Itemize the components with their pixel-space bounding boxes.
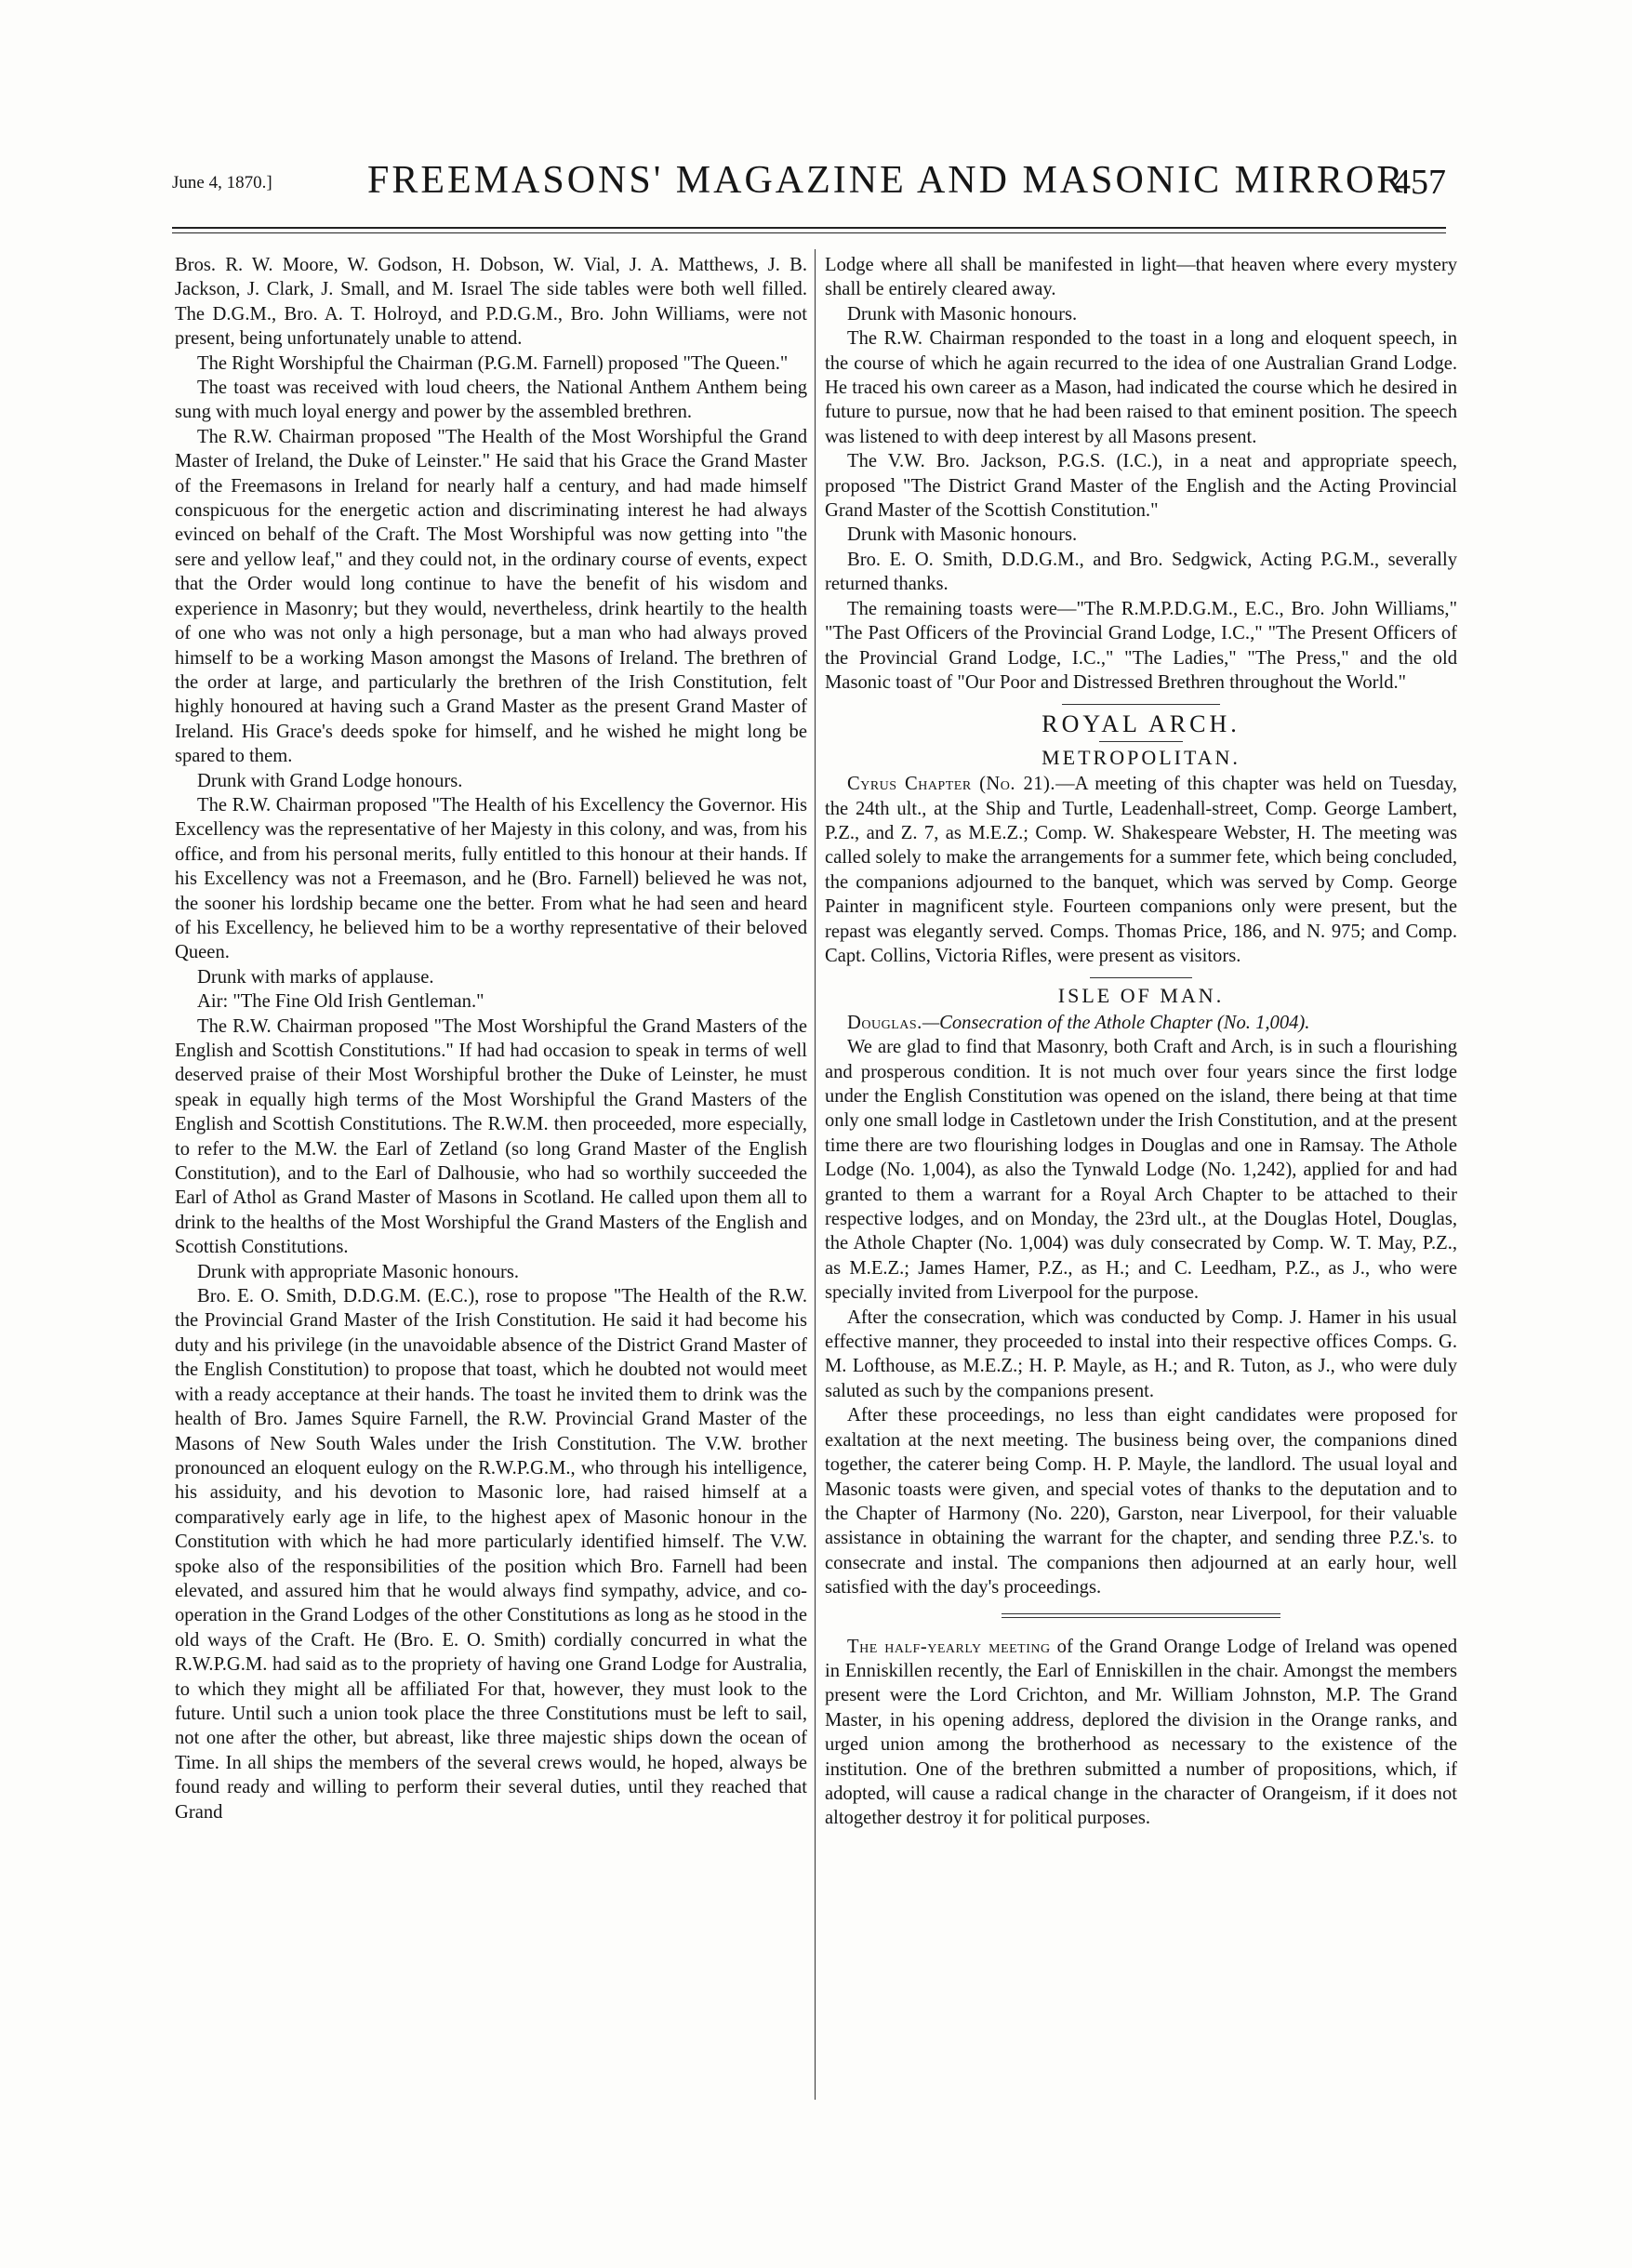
- article-paragraph: After these proceedings, no less than eight candidates were proposed for exaltation at the next meeting. The business being over, the companions dined together, the caterer being Comp. H. P. Mayle, the landlord. The usual loyal and Masonic toasts were given, and special votes of thanks to the deputation and to the Chapter of Harmony (No. 220), Garston, near Liverpool, for their valuable assistance in obtaining the warrant for the chapter, and sending three P.Z.'s. to consecrate and instal. The companions then adjourned at an early hour, well satisfied with the day's proceedings.: [825, 1405, 1457, 1598]
- article-paragraph: We are glad to find that Masonry, both Craft and Arch, is in such a flourishing and prosperous condition. It is not much over four years since the first lodge under the English Constitution was opened on the island, there being at that time only one small lodge in Castletown under the Irish Constitution, and at the present time there are two flourishing lodges in Douglas and one in Ramsay. The Athole Lodge (No. 1,004), as also the Tynwald Lodge (No. 1,242), applied for and had granted to them a warrant for a Royal Arch Chapter to be attached to their respective lodges, and on Monday, the 23rd ult., at the Douglas Hotel, Douglas, the Athole Chapter (No. 1,004) was duly consecrated by Comp. W. T. May, P.Z., as M.E.Z.; James Hamer, P.Z., as H.; and C. Leedham, P.Z., as J., who were specially invited from Liverpool for the purpose.: [825, 1037, 1457, 1304]
- article-paragraph-orange: [825, 1635, 1457, 1831]
- article-paragraph: The R.W. Chairman proposed "The Most Worshipful the Grand Masters of the English and Scottish Constitutions." If had had occasion to speak in terms of well deserved praise of their Most Worshipful brother the Duke of Leinster, he must speak in equally high terms of the Most Worshipful the Grand Masters of the English and Scottish Constitutions. The R.W.M. then proceeded, more especially, to refer to the M.W. the Earl of Zetland (so long Grand Master of the English Constitution), and to the Earl of Dalhousie, who had so worthily succeeded the Earl of Athol as Grand Master of Masons in Scotland. He called upon them all to drink to the healths of the Most Worshipful the Grand Masters of the English and Scottish Constitutions.: [175, 1015, 807, 1258]
- article-paragraph: After the consecration, which was conducted by Comp. J. Hamer in his usual effective manner, they proceeded to instal into their respective offices Comps. G. M. Lofthouse, as M.E.Z.; H. P. Mayle, as H.; and R. Tuton, as J., who were duly saluted as such by the companions present.: [825, 1306, 1457, 1401]
- article-paragraph: The R.W. Chairman proposed "The Health of the Most Worshipful the Grand Master of Ireland, the Duke of Leinster." He said that his Grace the Grand Master of the Freemasons in Ireland for nearly half a century, and had made himself conspicuous for the energetic action and discriminating interest he had always evinced on behalf of the Craft. The Most Worshipful was now getting into "the sere and yellow leaf," and they could not, in the ordinary course of events, expect that the Order would long continue to have the benefit of his wisdom and experience in Masonry; but they would, nevertheless, drink heartily to the health of one who was not only a high personage, but a man who had always proved himself to be a working Mason amongst the Masons of Ireland. The brethren of the order at large, and particularly the brethren of the Irish Constitution, felt highly honoured at having such a Grand Master as the present Grand Master of Ireland. His Grace's deeds spoke for himself, and he wished he might long be spared to them.: [175, 426, 807, 767]
- article-lead-douglas: [825, 1011, 1457, 1035]
- section-heading-royal-arch: ROYAL ARCH.: [1042, 710, 1241, 738]
- article-paragraph: The Right Worshipful the Chairman (P.G.M. Farnell) proposed "The Queen.": [197, 352, 789, 374]
- column-divider: [815, 249, 816, 2100]
- section-rule-short: [1099, 741, 1183, 742]
- page-header: [172, 156, 1446, 212]
- masthead-title: FREEMASONS' MAGAZINE AND MASONIC MIRROR: [367, 159, 1406, 202]
- article-paragraph: Bros. R. W. Moore, W. Godson, H. Dobson, W. Vial, J. A. Matthews, J. B. Jackson, J. Clark, J. Small, and M. Israel The side tables were both well filled. The D.G.M., Bro. A. T. Holroyd, and P.D.G.M., Bro. John Williams, were not present, being unfortunately unable to attend.: [175, 255, 807, 350]
- douglas-subtitle: —Consecration of the Athole Chapter (No. 1,004).: [922, 1012, 1310, 1033]
- article-paragraph: Drunk with marks of applause.: [197, 966, 434, 988]
- article-paragraph: The R.W. Chairman proposed "The Health of his Excellency the Governor. His Excellency was the representative of her Majesty in this colony, and was, from his office, and from his personal merits, fully entitled to this honour at their hands. If his Excellency was not a Freemason, and he (Bro. Farnell) believed he was not, the sooner his lordship became one the better. From what he had seen and heard of his Excellency, he believed him to be a worthy representative of their beloved Queen.: [175, 794, 807, 963]
- article-paragraph: Drunk with appropriate Masonic honours.: [197, 1261, 520, 1282]
- orange-text: of the Grand Orange Lodge of Ireland was opened in Enniskillen recently, the Earl of Enniskillen in the chair. Amongst the members present were the Lord Crichton, and Mr. William Johnston, M.P. The Grand Master, in his opening address, deplored the division in the Orange ranks, and urged union among the brotherhood as necessary to the existence of the institution. One of the brethren submitted a number of propositions, which, if adopted, will cause a radical change in the character of Orangeism, if it does not altogether destroy it for political purposes.: [825, 1636, 1458, 1829]
- article-paragraph: Bro. E. O. Smith, D.D.G.M., and Bro. Sedgwick, Acting P.G.M., severally returned thanks.: [825, 549, 1457, 595]
- section-rule: [1062, 704, 1220, 705]
- subheading-isle-of-man: ISLE OF MAN.: [1057, 984, 1225, 1008]
- douglas-lead: Douglas.: [847, 1012, 922, 1033]
- article-paragraph: Drunk with Masonic honours.: [847, 524, 1078, 546]
- article-paragraph: Bro. E. O. Smith, D.D.G.M. (E.C.), rose to propose "The Health of the R.W. the Provincial Grand Master of the Irish Constitution. He said it had become his duty and his privilege (in the unavoidable absence of the District Grand Master of the English Constitution) to propose that toast, which he doubted not would meet with a ready acceptance at their hands. The toast he invited them to drink was the health of Bro. James Squire Farnell, the R.W. Provincial Grand Master of the Masons of New South Wales under the Irish Constitution. The V.W. brother pronounced an eloquent eulogy on the R.W.P.G.M., who through his intelligence, his assiduity, and his devotion to Masonic lore, had raised himself at a comparatively early age in life, to the highest apex of Masonic honour in the Constitution with which he had more particularly identified himself. The V.W. spoke also of the responsibilities of the position which Bro. Farnell had been elevated, and assured him that he would always find sympathy, advice, and co-operation in the Grand Lodges of the other Constitutions as long as he stood in the old ways of the Craft. He (Bro. E. O. Smith) cordially concurred in what the R.W.P.G.M. had said as to the propriety of having one Grand Lodge for Australia, to which they might all be affiliated For that, however, they must look to the future. Until such a union took place the three Constitutions must be left to sail, not one after the other, but abreast, like three majestic ships down the ocean of Time. In all ships the members of the several crews would, he hoped, always be found ready and willing to perform their several duties, until they reached that Grand: [175, 1286, 807, 1823]
- article-paragraph: The R.W. Chairman responded to the toast in a long and eloquent speech, in the course of which he again recurred to the idea of one Australian Grand Lodge. He traced his own career as a Mason, had indicated the course which he desired in future to pursue, now that he had been raised to that eminent position. The speech was listened to with deep interest by all Masons present.: [825, 328, 1457, 447]
- article-paragraph: Lodge where all shall be manifested in light—that heaven where every mystery shall be entirely cleared away.: [825, 255, 1457, 300]
- article-paragraph: The toast was received with loud cheers, the National Anthem Anthem being sung with much loyal energy and power by the assembled brethren.: [175, 378, 807, 423]
- section-double-rule: [1002, 1613, 1280, 1618]
- article-paragraph: The remaining toasts were—"The R.M.P.D.G.M., E.C., Bro. John Williams," "The Past Officers of the Provincial Grand Lodge, I.C.," "The Present Officers of the Provincial Grand Lodge, I.C.," "The Ladies," "The Press," and the old Masonic toast of "Our Poor and Distressed Brethren throughout the World.": [825, 598, 1457, 693]
- issue-date: June 4, 1870.]: [172, 173, 272, 192]
- left-column: [175, 253, 807, 1824]
- article-paragraph: Drunk with Grand Lodge honours.: [197, 770, 463, 791]
- subheading-metropolitan: METROPOLITAN.: [1042, 745, 1241, 769]
- cyrus-lead: Cyrus Chapter (No. 21).: [847, 774, 1056, 795]
- header-rule: [172, 227, 1446, 229]
- cyrus-text: —A meeting of this chapter was held on Tuesday, the 24th ult., at the Ship and Turtle, Leadenhall-street, Comp. George Lambert, P.Z., and Z. 7, as M.E.Z.; Comp. W. Shakespeare Webster, H. The meeting was called solely to make the arrangements for a summer fete, which being concluded, the companions adjourned to the banquet, which was served by Comp. George Painter in magnificent style. Fourteen companions only were present, but the repast was elegantly served. Comps. Thomas Price, 186, and N. 975; and Comp. Capt. Collins, Victoria Rifles, were present as visitors.: [825, 774, 1457, 966]
- article-paragraph: Air: "The Fine Old Irish Gentleman.": [197, 991, 484, 1013]
- article-paragraph-cyrus: [825, 772, 1457, 968]
- article-paragraph: The V.W. Bro. Jackson, P.G.S. (I.C.), in a neat and appropriate speech, proposed "The District Grand Master of the English and the Acting Provincial Grand Master of the Scottish Constitution.": [825, 451, 1457, 522]
- orange-lead: The half-yearly meeting: [847, 1636, 1051, 1657]
- section-rule: [1090, 977, 1192, 978]
- right-column: [825, 253, 1457, 1831]
- page-number: 457: [1393, 163, 1446, 202]
- article-paragraph: Drunk with Masonic honours.: [847, 303, 1078, 325]
- header-rule-thin: [172, 232, 1446, 233]
